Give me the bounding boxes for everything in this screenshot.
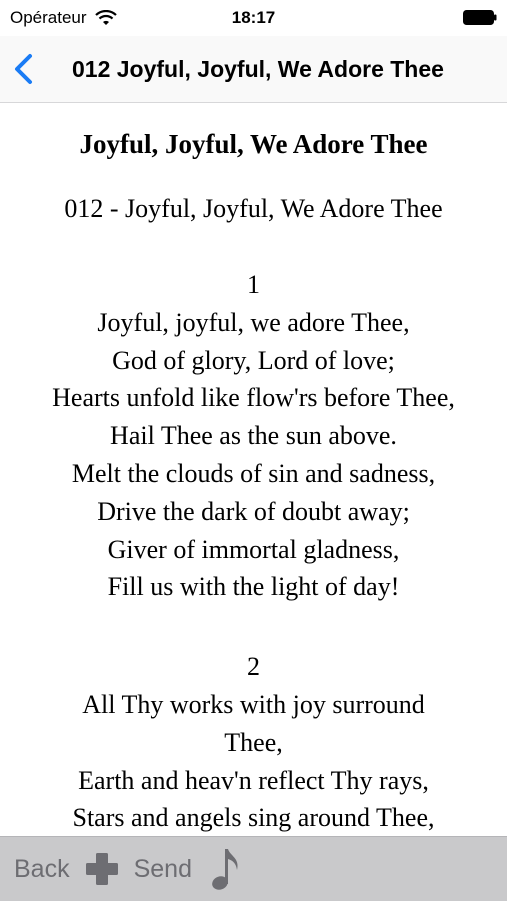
status-time: 18:17 — [231, 8, 276, 27]
status-bar — [0, 0, 507, 36]
verse-line: All Thy works with joy surround — [82, 689, 425, 719]
verse-line: Giver of immortal gladness, — [107, 534, 400, 564]
verse-line: Hail Thee as the sun above. — [110, 421, 397, 451]
plus-icon[interactable] — [84, 851, 120, 887]
verse-line: Fill us with the light of day! — [107, 572, 400, 602]
verse-line: Thee, — [224, 727, 283, 757]
bottom-toolbar — [0, 836, 507, 901]
verse-line: Joyful, joyful, we adore Thee, — [97, 307, 410, 337]
verse-1 — [0, 266, 507, 606]
page-title: 012 Joyful, Joyful, We Adore Thee — [72, 55, 444, 82]
back-chevron-button[interactable] — [4, 36, 44, 102]
hymn-subtitle: 012 - Joyful, Joyful, We Adore Thee — [64, 194, 443, 223]
back-button[interactable]: Back — [14, 854, 70, 883]
send-button[interactable]: Send — [133, 854, 192, 883]
status-left — [0, 8, 117, 28]
verse-line: Hearts unfold like flow'rs before Thee, — [52, 383, 455, 413]
verse-line: Drive the dark of doubt away; — [97, 496, 410, 526]
battery-icon — [463, 10, 497, 25]
hymn-content — [0, 103, 507, 836]
chevron-left-icon — [13, 53, 35, 85]
music-note-icon[interactable] — [210, 846, 242, 892]
verse-line: Earth and heav'n reflect Thy rays, — [78, 765, 429, 795]
hymn-title: Joyful, Joyful, We Adore Thee — [79, 129, 428, 159]
verse-line: God of glory, Lord of love; — [112, 345, 395, 375]
verse-line: Melt the clouds of sin and sadness, — [71, 458, 436, 488]
carrier-label: Opérateur — [10, 8, 87, 27]
verse-number: 1 — [247, 270, 260, 299]
verse-2 — [0, 648, 507, 836]
verse-line: Stars and angels sing around Thee, — [72, 803, 435, 833]
navigation-bar — [0, 36, 507, 103]
verse-number: 2 — [247, 652, 260, 682]
wifi-icon — [95, 10, 117, 26]
